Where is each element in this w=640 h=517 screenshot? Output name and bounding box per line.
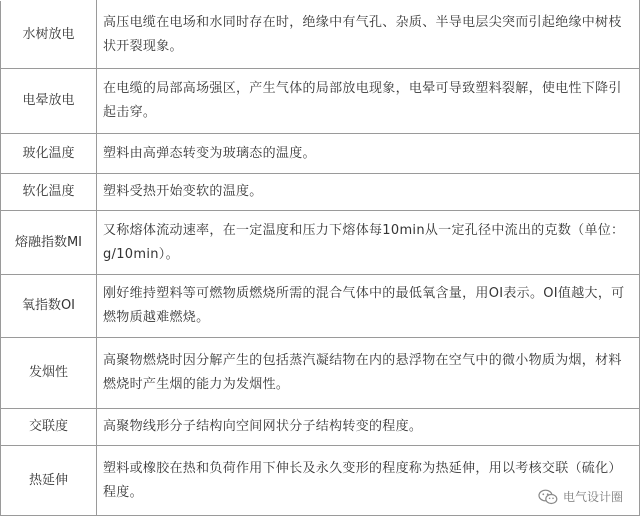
table-row	[1, 211, 640, 275]
definition-cell: 塑料由高弹态转变为玻璃态的温度。	[97, 134, 640, 174]
table-row	[1, 409, 640, 446]
term-cell: 热延伸	[1, 446, 97, 516]
definition-cell: 在电缆的局部高场强区，产生气体的局部放电现象，电晕可导致塑料裂解，使电性下降引起击穿。	[97, 69, 640, 134]
table-row	[1, 174, 640, 211]
term-cell: 氧指数OI	[1, 275, 97, 338]
term-cell: 电晕放电	[1, 69, 97, 134]
definition-cell: 塑料或橡胶在热和负荷作用下伸长及永久变形的程度称为热延伸，用以考核交联（硫化）程度。	[97, 446, 640, 516]
term-cell: 熔融指数MI	[1, 211, 97, 275]
term-cell: 软化温度	[1, 174, 97, 211]
definition-cell: 高聚物线形分子结构向空间网状分子结构转变的程度。	[97, 409, 640, 446]
table-row	[1, 134, 640, 174]
table-row	[1, 275, 640, 338]
definition-cell: 塑料受热开始变软的温度。	[97, 174, 640, 211]
watermark-text: 电气设计圈	[562, 490, 623, 504]
term-cell: 玻化温度	[1, 134, 97, 174]
definition-cell: 高压电缆在电场和水同时存在时，绝缘中有气孔、杂质、半导电层尖突而引起绝缘中树枝状开裂现象。	[97, 1, 640, 69]
definition-cell: 高聚物燃烧时因分解产生的包括蒸汽凝结物在内的悬浮物在空气中的微小物质为烟，材料燃烧时产生烟的能力为发烟性。	[97, 338, 640, 409]
definition-cell: 刚好维持塑料等可燃物质燃烧所需的混合气体中的最低氧含量，用OI表示。OI值越大，可燃物质越难燃烧。	[97, 275, 640, 338]
table-row	[1, 1, 640, 69]
wechat-icon	[538, 489, 558, 505]
term-cell: 交联度	[1, 409, 97, 446]
watermark	[535, 487, 626, 506]
term-cell: 发烟性	[1, 338, 97, 409]
table-row	[1, 338, 640, 409]
definition-cell: 又称熔体流动速率，在一定温度和压力下熔体每10min从一定孔径中流出的克数（单位：g/10min）。	[97, 211, 640, 275]
table-row	[1, 69, 640, 134]
term-cell: 水树放电	[1, 1, 97, 69]
